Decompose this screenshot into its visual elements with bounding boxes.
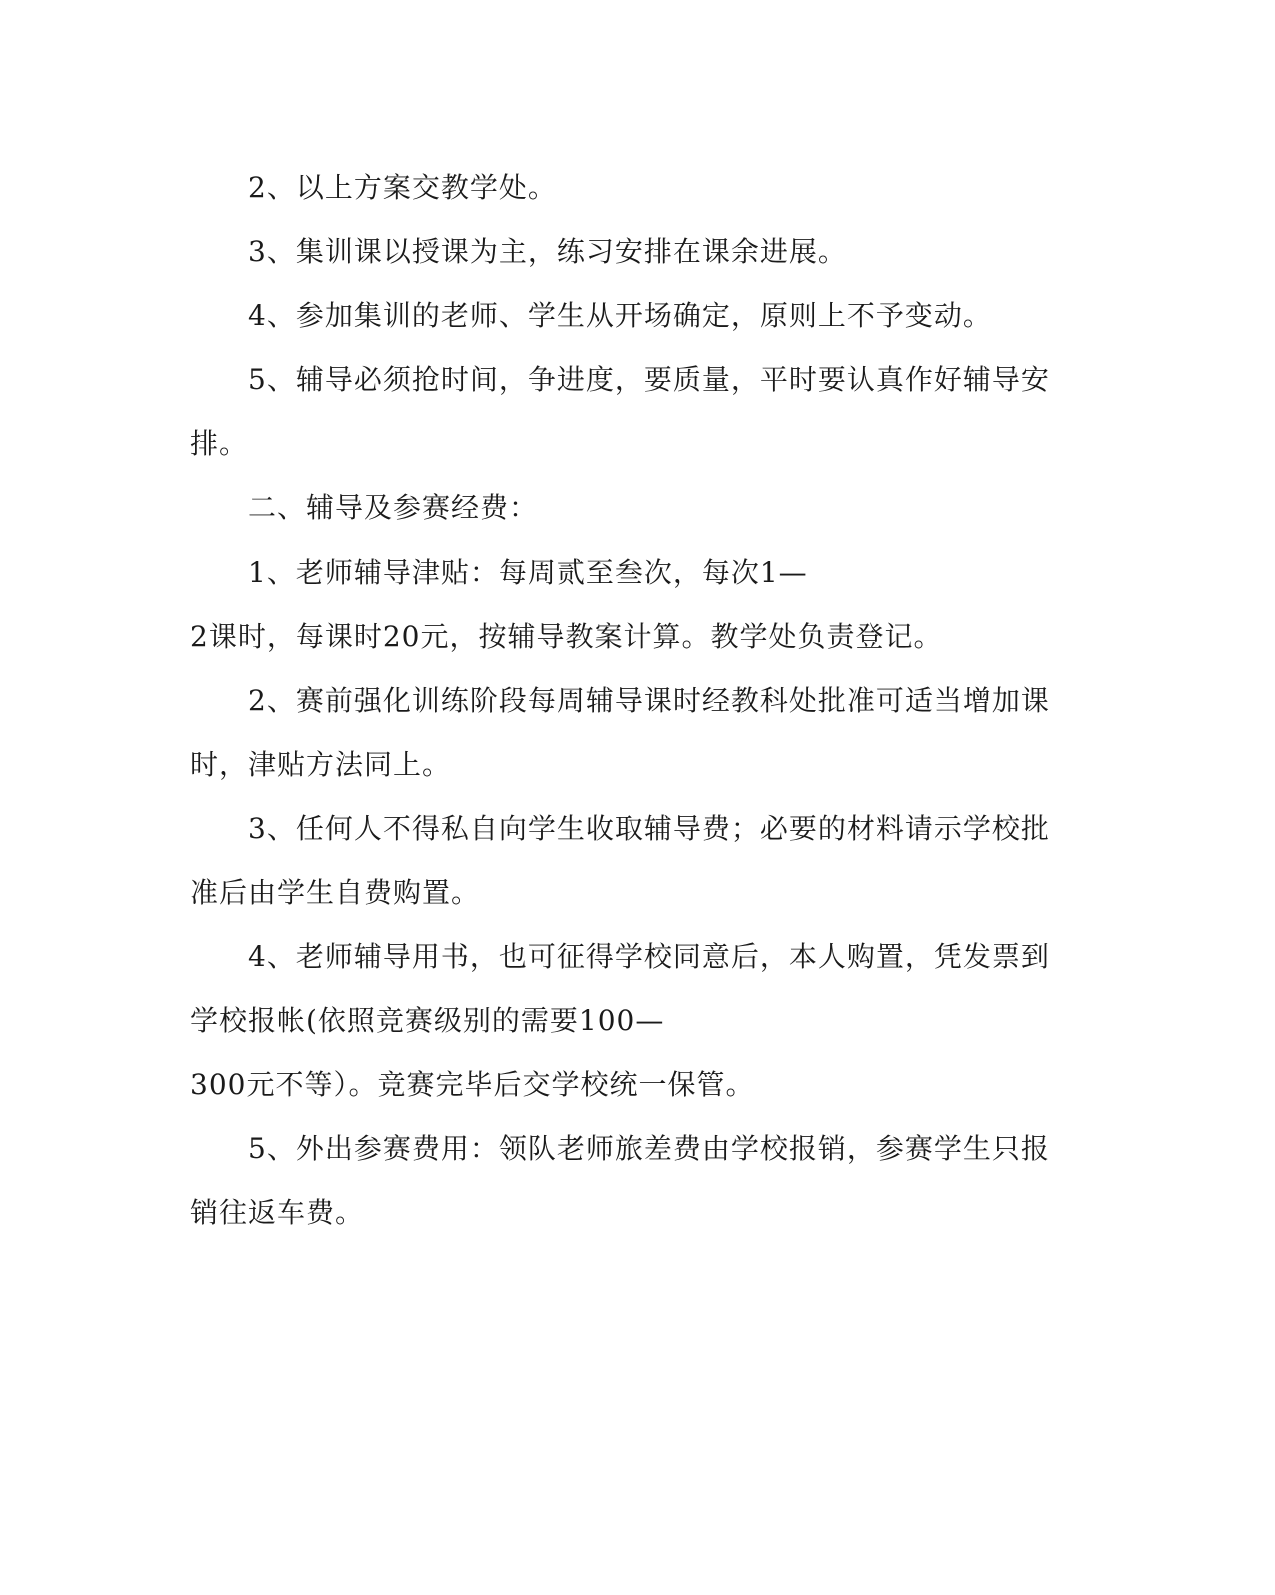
paragraph-line: 2课时，每课时20元，按辅导教案计算。教学处负责登记。: [190, 620, 943, 653]
paragraph-line: 时，津贴方法同上。: [190, 748, 452, 781]
paragraph-line: 准后由学生自费购置。: [190, 876, 481, 909]
paragraph-line: 学校报帐(依照竞赛级别的需要100—: [190, 1004, 665, 1037]
paragraph-line: 排。: [190, 427, 249, 460]
paragraph-line: 5、辅导必须抢时间，争进度，要质量，平时要认真作好辅导安: [248, 363, 1050, 396]
section-heading: 二、辅导及参赛经费：: [248, 491, 539, 524]
paragraph-line: 5、外出参赛费用：领队老师旅差费由学校报销，参赛学生只报: [248, 1132, 1050, 1165]
paragraph-line: 3、集训课以授课为主，练习安排在课余进展。: [248, 235, 847, 268]
paragraph-line: 1、老师辅导津贴：每周贰至叁次，每次1—: [248, 556, 808, 589]
paragraph-line: 300元不等）。竞赛完毕后交学校统一保管。: [190, 1068, 755, 1101]
paragraph-line: 2、以上方案交教学处。: [248, 171, 557, 204]
paragraph-line: 销往返车费。: [190, 1196, 365, 1229]
paragraph-line: 2、赛前强化训练阶段每周辅导课时经教科处批准可适当增加课: [248, 684, 1050, 717]
paragraph-line: 3、任何人不得私自向学生收取辅导费；必要的材料请示学校批: [248, 812, 1050, 845]
paragraph-line: 4、老师辅导用书，也可征得学校同意后，本人购置，凭发票到: [248, 940, 1050, 973]
paragraph-line: 4、参加集训的老师、学生从开场确定，原则上不予变动。: [248, 299, 992, 332]
